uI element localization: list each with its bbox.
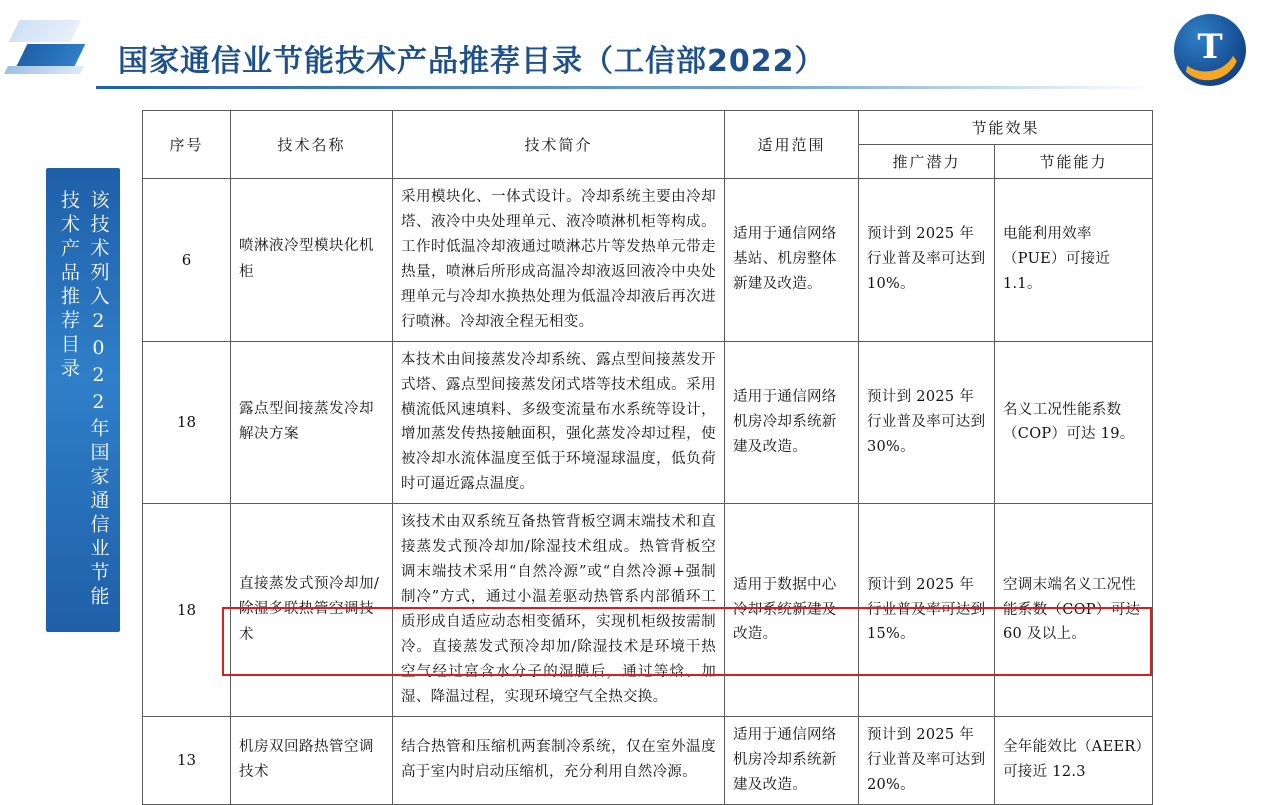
cell-ability: 名义工况性能系数（COP）可达 19。 bbox=[995, 341, 1153, 504]
th-potential: 推广潜力 bbox=[859, 145, 995, 179]
page-title: 国家通信业节能技术产品推荐目录（工信部2022） bbox=[118, 44, 826, 79]
logo-letter: T bbox=[1197, 27, 1223, 67]
th-tech-name: 技术名称 bbox=[231, 111, 393, 179]
cell-tech-desc: 该技术由双系统互备热管背板空调末端技术和直接蒸发式预冷却加/除湿技术组成。热管背板空调末端技术采用“自然冷源”或“自然冷源+强制制冷”方式，通过小温差驱动热管系内部循环工质形成自适应动态相变循环，实现机柜级按需制冷。直接蒸发式预冷却加/除湿技术是环境干热空气经过富含水分子的湿膜后，通过等焓、加湿、降温过程，实现环境空气全热交换。 bbox=[393, 504, 725, 717]
cell-index: 13 bbox=[143, 716, 231, 804]
cell-potential: 预计到 2025 年行业普及率可达到 10%。 bbox=[859, 179, 995, 342]
table-header-row-1 bbox=[143, 111, 1153, 145]
cell-ability: 全年能效比（AEER）可接近 12.3 bbox=[995, 716, 1153, 804]
cell-tech-name: 直接蒸发式预冷却加/除湿多联热管空调技术 bbox=[231, 504, 393, 717]
cell-scope: 适用于通信网络机房冷却系统新建及改造。 bbox=[725, 341, 859, 504]
cell-tech-desc: 采用模块化、一体式设计。冷却系统主要由冷却塔、液冷中央处理单元、液冷喷淋机柜等构成。工作时低温冷却液通过喷淋芯片等发热单元带走热量，喷淋后所形成高温冷却液返回液冷中央处理单元与冷却水换热处理为低温冷却液后再次进行喷淋。冷却液全程无相变。 bbox=[393, 179, 725, 342]
header-decor-shape-bar bbox=[4, 66, 84, 74]
cell-index: 18 bbox=[143, 504, 231, 717]
th-effect-group: 节能效果 bbox=[859, 111, 1153, 145]
side-banner-text: 该技术列入2022年国家通信业节能技术产品推荐目录 bbox=[58, 190, 110, 610]
cell-scope: 适用于通信网络机房冷却系统新建及改造。 bbox=[725, 716, 859, 804]
th-tech-desc: 技术简介 bbox=[393, 111, 725, 179]
header-decor-shape-light bbox=[9, 20, 82, 42]
company-logo-icon bbox=[1174, 14, 1246, 86]
cell-ability: 电能利用效率（PUE）可接近 1.1。 bbox=[995, 179, 1153, 342]
header-divider bbox=[96, 86, 1156, 89]
cell-tech-desc: 结合热管和压缩机两套制冷系统，仅在室外温度高于室内时启动压缩机，充分利用自然冷源。 bbox=[393, 716, 725, 804]
cell-scope: 适用于通信网络基站、机房整体新建及改造。 bbox=[725, 179, 859, 342]
cell-scope: 适用于数据中心冷却系统新建及改造。 bbox=[725, 504, 859, 717]
catalog-table-wrapper bbox=[142, 110, 1152, 805]
table-row-highlighted bbox=[143, 716, 1153, 804]
cell-index: 6 bbox=[143, 179, 231, 342]
cell-tech-name: 露点型间接蒸发冷却解决方案 bbox=[231, 341, 393, 504]
table-body bbox=[143, 179, 1153, 805]
cell-potential: 预计到 2025 年行业普及率可达到 30%。 bbox=[859, 341, 995, 504]
cell-index: 18 bbox=[143, 341, 231, 504]
catalog-table bbox=[142, 110, 1153, 805]
cell-ability: 空调末端名义工况性能系数（COP）可达 60 及以上。 bbox=[995, 504, 1153, 717]
th-ability: 节能能力 bbox=[995, 145, 1153, 179]
cell-tech-name: 喷淋液冷型模块化机柜 bbox=[231, 179, 393, 342]
table-header bbox=[143, 111, 1153, 179]
th-index: 序号 bbox=[143, 111, 231, 179]
cell-potential: 预计到 2025 年行业普及率可达到 15%。 bbox=[859, 504, 995, 717]
table-row bbox=[143, 341, 1153, 504]
table-row bbox=[143, 179, 1153, 342]
slide-header bbox=[0, 0, 1280, 95]
cell-tech-name: 机房双回路热管空调技术 bbox=[231, 716, 393, 804]
th-scope: 适用范围 bbox=[725, 111, 859, 179]
header-decor-shape-blue bbox=[17, 44, 86, 66]
table-row bbox=[143, 504, 1153, 717]
side-banner bbox=[46, 168, 120, 632]
cell-potential: 预计到 2025 年行业普及率可达到 20%。 bbox=[859, 716, 995, 804]
cell-tech-desc: 本技术由间接蒸发冷却系统、露点型间接蒸发开式塔、露点型间接蒸发闭式塔等技术组成。采用横流低风速填料、多级变流量布水系统等设计，增加蒸发传热接触面积，强化蒸发冷却过程，使被冷却水流体温度至低于环境湿球温度，低负荷时可逼近露点温度。 bbox=[393, 341, 725, 504]
